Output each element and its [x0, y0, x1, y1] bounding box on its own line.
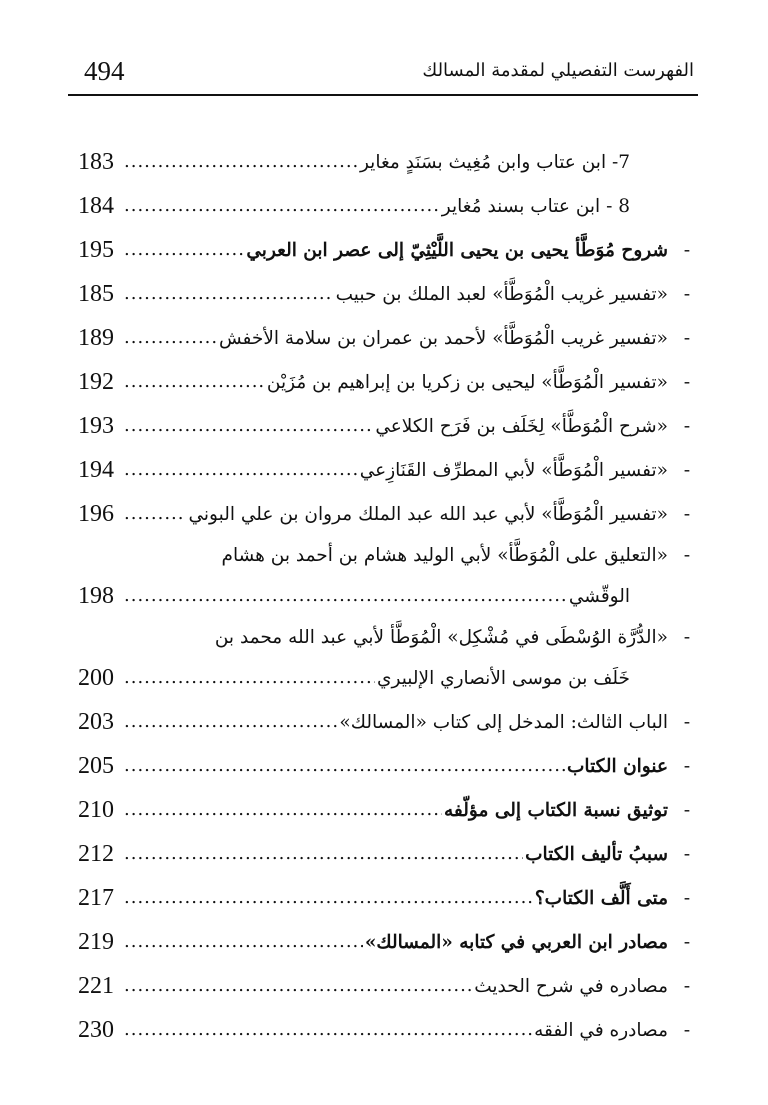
toc-entry-page-number: 193: [78, 412, 114, 439]
dot-leader: [124, 754, 565, 778]
toc-entry: [78, 574, 668, 618]
header-title: الفهرست التفصيلي لمقدمة المسالك: [422, 60, 694, 81]
toc-entry: [78, 876, 691, 920]
toc-entry: [78, 964, 691, 1008]
toc-entry-page-number: 217: [78, 884, 114, 911]
toc-entry-page-number: 198: [78, 582, 114, 609]
page-number: 494: [84, 56, 125, 86]
toc-entry-title: «تفسير الْمُوَطَّأ» لأبي المطرِّف القَنَازِعي: [359, 459, 668, 481]
toc-entry-page-number: 194: [78, 456, 114, 483]
dot-leader: [124, 502, 186, 526]
dot-leader: [124, 930, 363, 954]
running-header: [68, 54, 698, 96]
table-of-contents: [78, 140, 691, 1052]
toc-entry: [78, 536, 691, 574]
toc-entry-title: مصادره في الفقه: [534, 1019, 668, 1041]
toc-entry-marker: -: [683, 415, 691, 437]
toc-entry-marker: -: [683, 975, 691, 997]
toc-entry-page-number: 210: [78, 796, 114, 823]
toc-entry-page-number: 203: [78, 708, 114, 735]
dot-leader: [124, 710, 337, 734]
toc-entry-title: «تفسير غريب الْمُوَطَّأ» لأحمد بن عمران بن سلامة الأخفش: [218, 327, 668, 349]
dot-leader: [124, 666, 375, 690]
toc-entry-title: الوقّشي: [568, 585, 630, 607]
toc-entry-marker: -: [683, 626, 691, 648]
toc-entry-marker: -: [683, 843, 691, 865]
toc-entry-page-number: 185: [78, 280, 114, 307]
toc-entry: [78, 788, 691, 832]
toc-entry-marker: -: [683, 371, 691, 393]
toc-entry-title: «التعليق على الْمُوَطَّأ» لأبي الوليد هشام بن أحمد بن هشام: [221, 544, 668, 566]
toc-entry-title: عنوان الكتاب: [567, 755, 668, 777]
toc-entry: [78, 184, 668, 228]
toc-entry: [78, 492, 691, 536]
toc-entry-marker: -: [683, 799, 691, 821]
toc-entry: [78, 920, 691, 964]
toc-entry-title: الباب الثالث: المدخل إلى كتاب «المسالك»: [339, 711, 668, 733]
dot-leader: [124, 282, 334, 306]
toc-entry-title: 8 - ابن عتاب بسند مُغاير: [441, 195, 630, 217]
toc-entry-marker: -: [683, 327, 691, 349]
toc-entry: [78, 700, 691, 744]
toc-entry-page-number: 189: [78, 324, 114, 351]
toc-entry: [78, 272, 691, 316]
dot-leader: [124, 584, 567, 608]
toc-entry-marker: -: [683, 755, 691, 777]
toc-entry-title: متى أَلَّف الكتاب؟: [534, 887, 668, 909]
toc-entry-title: «شرح الْمُوَطَّأ» لِخَلَف بن فَرَح الكلاعي: [375, 415, 668, 437]
toc-entry: [78, 832, 691, 876]
toc-entry: [78, 448, 691, 492]
toc-entry-marker: -: [683, 711, 691, 733]
toc-entry-title: خَلَف بن موسى الأنصاري الإلبيري: [377, 667, 630, 689]
toc-entry-page-number: 196: [78, 500, 114, 527]
toc-entry: [78, 316, 691, 360]
toc-entry-title: «الدُّرَّة الوُسْطَى في مُشْكِل» الْمُوَطَّأ لأبي عبد الله محمد بن: [214, 626, 668, 648]
toc-entry-marker: -: [683, 887, 691, 909]
toc-entry: [78, 1008, 691, 1052]
dot-leader: [124, 842, 523, 866]
toc-entry: [78, 360, 691, 404]
toc-entry-marker: -: [683, 503, 691, 525]
toc-entry-marker: -: [683, 459, 691, 481]
toc-entry-page-number: 184: [78, 192, 114, 219]
dot-leader: [124, 150, 358, 174]
toc-entry-page-number: 219: [78, 928, 114, 955]
toc-entry-page-number: 192: [78, 368, 114, 395]
toc-entry-title: مصادره في شرح الحديث: [474, 975, 668, 997]
toc-entry-marker: -: [683, 239, 691, 261]
toc-entry: [78, 656, 668, 700]
dot-leader: [124, 458, 358, 482]
toc-entry-title: «تفسير الْمُوَطَّأ» لأبي عبد الله عبد الملك مروان بن علي البوني: [188, 503, 668, 525]
toc-entry-page-number: 195: [78, 236, 114, 263]
toc-entry: [78, 140, 668, 184]
toc-entry-page-number: 212: [78, 840, 114, 867]
dot-leader: [124, 1018, 532, 1042]
toc-entry: [78, 404, 691, 448]
dot-leader: [124, 194, 440, 218]
dot-leader: [124, 326, 217, 350]
toc-entry-page-number: 200: [78, 664, 114, 691]
toc-entry-title: 7- ابن عتاب وابن مُغِيث بسَنَدٍ مغاير: [359, 151, 630, 173]
dot-leader: [124, 414, 373, 438]
dot-leader: [124, 370, 265, 394]
toc-entry-marker: -: [683, 1019, 691, 1041]
dot-leader: [124, 974, 472, 998]
toc-entry-marker: -: [683, 283, 691, 305]
toc-entry-page-number: 221: [78, 972, 114, 999]
dot-leader: [124, 798, 442, 822]
toc-entry-page-number: 183: [78, 148, 114, 175]
toc-entry-title: «تفسير الْمُوَطَّأ» ليحيى بن زكريا بن إبراهيم بن مُزَيْن: [266, 371, 668, 393]
toc-entry-title: «تفسير غريب الْمُوَطَّأ» لعبد الملك بن حبيب: [335, 283, 668, 305]
toc-entry-marker: -: [683, 931, 691, 953]
toc-entry-title: شروح مُوَطَّأ يحيى بن يحيى اللَّيْثِيّ إلى عصر ابن العربي: [246, 239, 668, 261]
dot-leader: [124, 238, 244, 262]
toc-entry-title: مصادر ابن العربي في كتابه «المسالك»: [364, 931, 668, 953]
toc-entry-page-number: 230: [78, 1016, 114, 1043]
toc-entry-title: سببُ تأليف الكتاب: [525, 843, 668, 865]
toc-entry: [78, 228, 691, 272]
dot-leader: [124, 886, 533, 910]
toc-entry: [78, 744, 691, 788]
toc-entry-marker: -: [683, 544, 691, 566]
toc-entry: [78, 618, 691, 656]
toc-entry-title: توثيق نسبة الكتاب إلى مؤلّفه: [444, 799, 668, 821]
toc-entry-page-number: 205: [78, 752, 114, 779]
